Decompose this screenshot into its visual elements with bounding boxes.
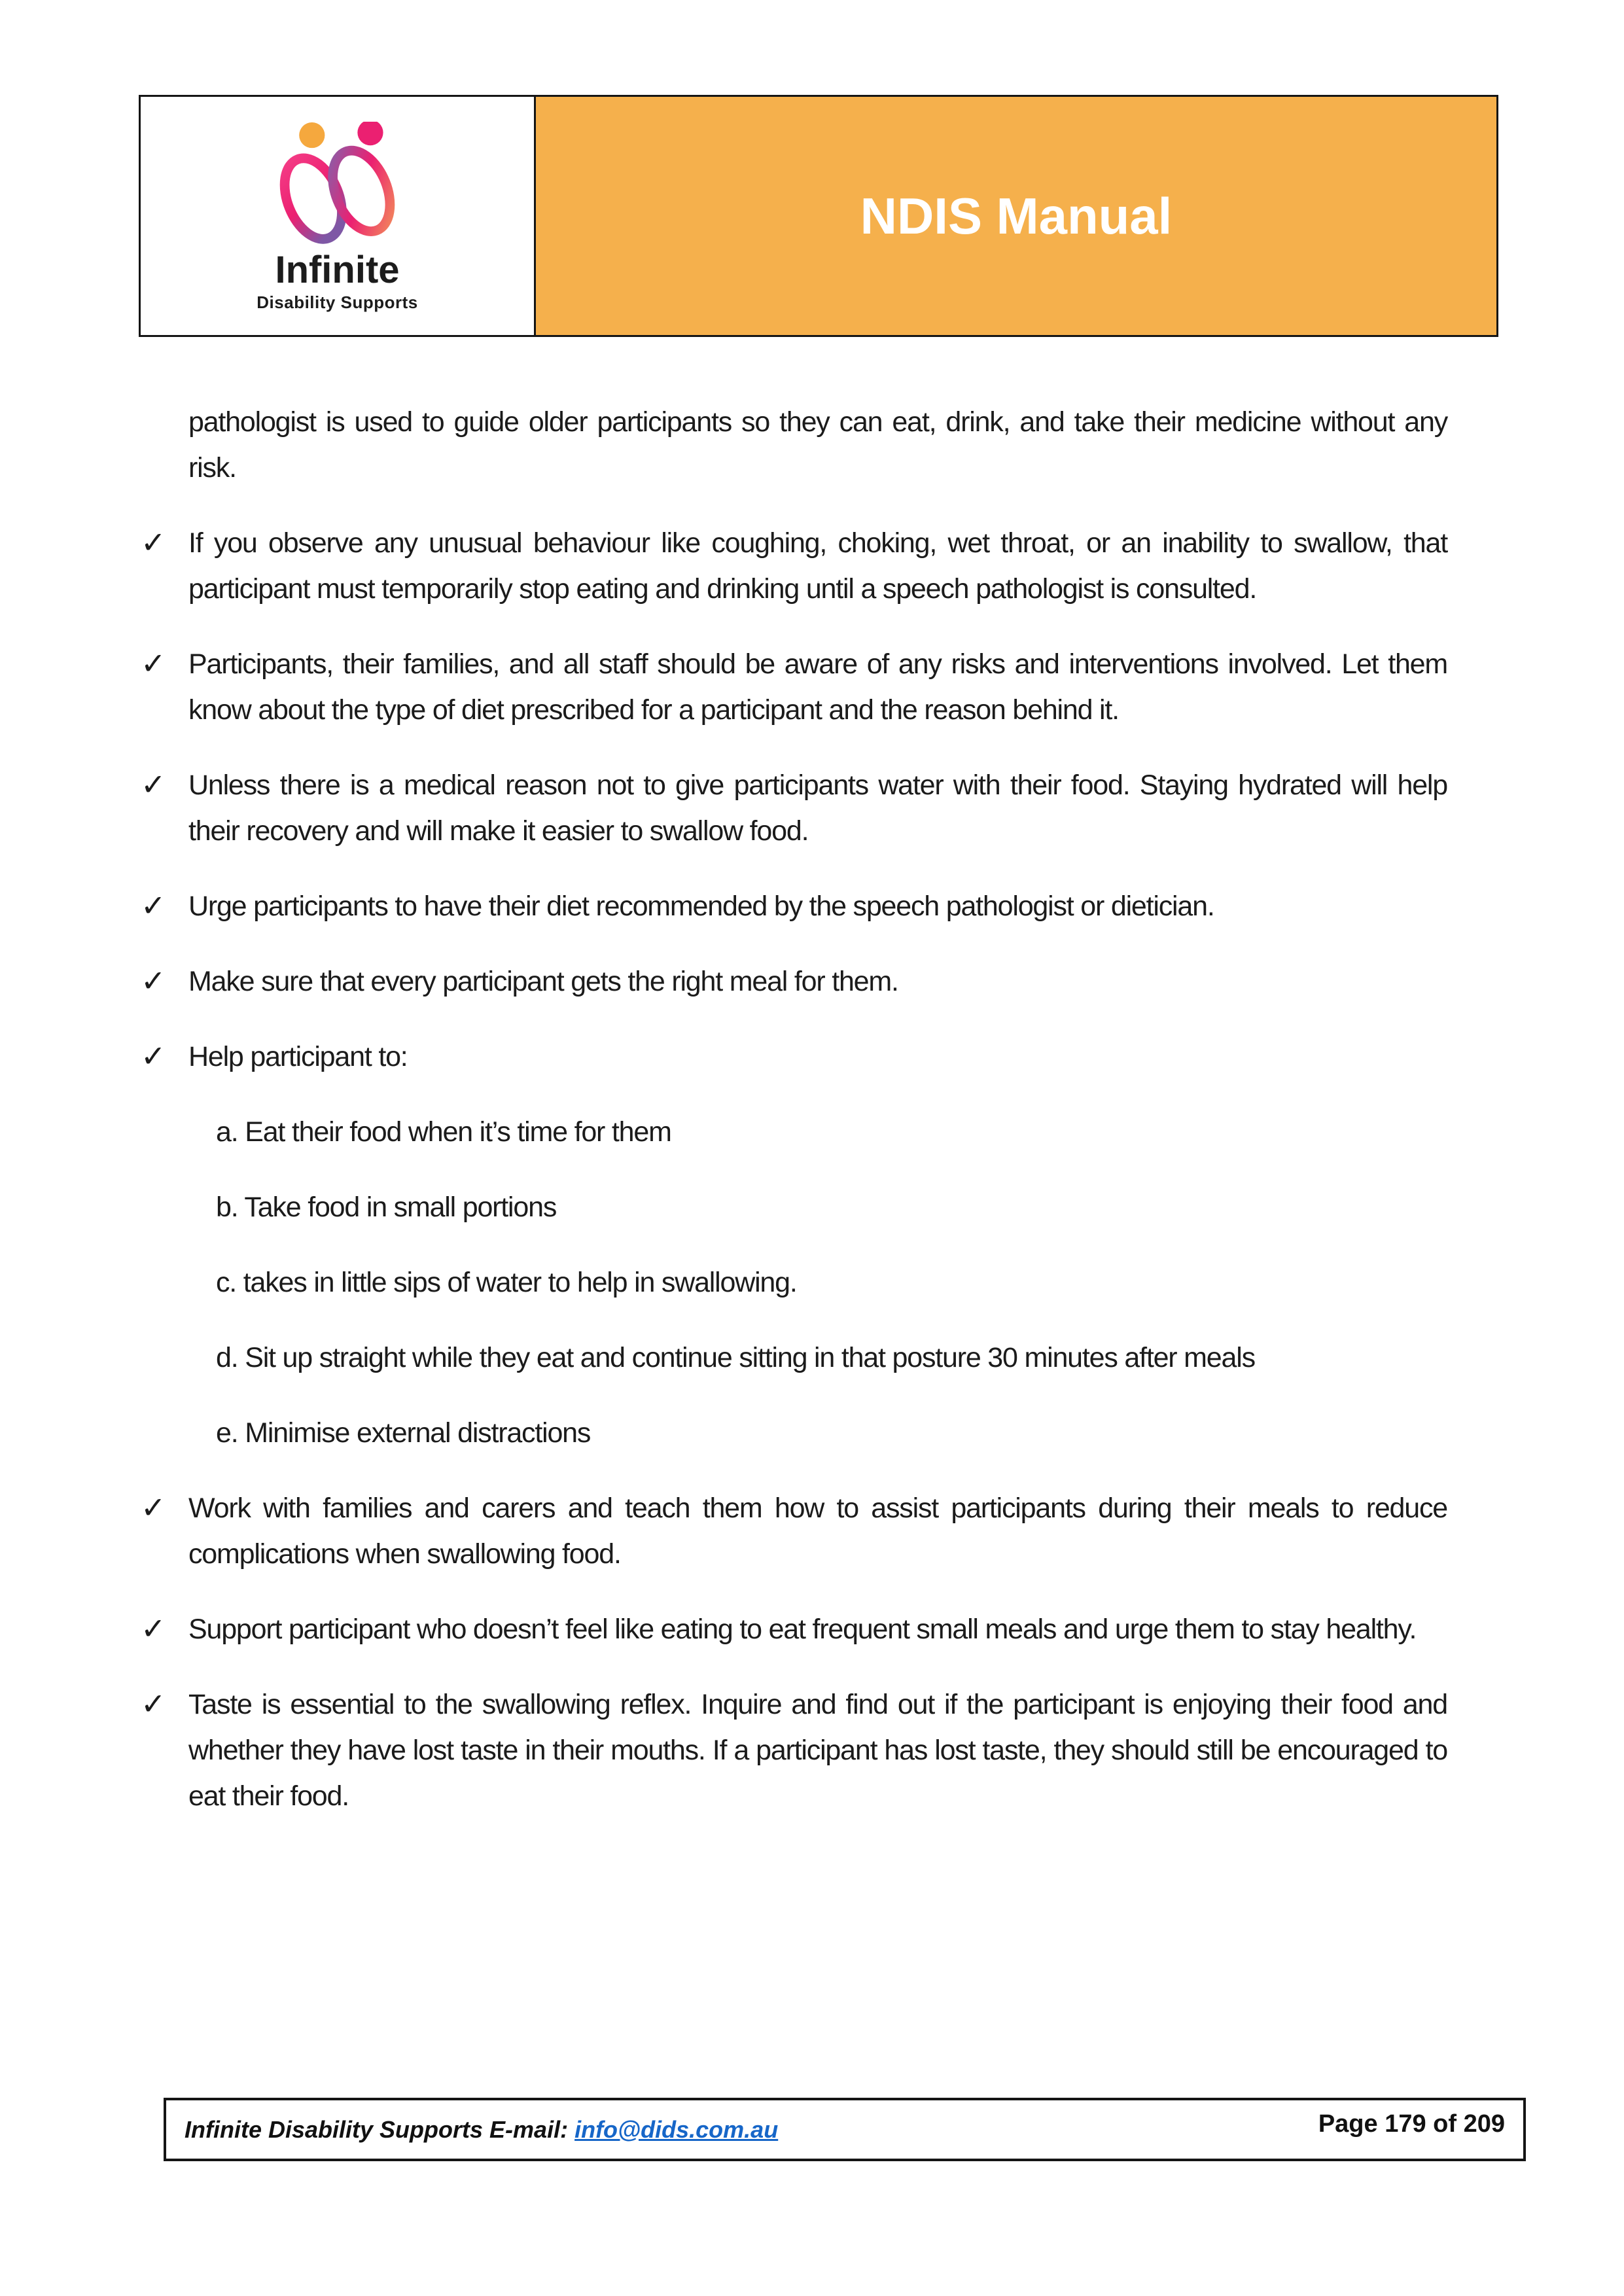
checkmark-icon: ✓: [141, 646, 166, 680]
bullet-text: Urge participants to have their diet recommended by the speech pathologist or dietician.: [188, 891, 1214, 922]
checkmark-icon: ✓: [141, 889, 166, 923]
intro-paragraph: pathologist is used to guide older participants so they can eat, drink, and take their medicine without any risk.: [188, 406, 1447, 484]
bullet-text: Participants, their families, and all staff should be aware of any risks and interventions involved. Let them know about the type of diet prescribed for a participant and the reason behind it.: [188, 648, 1447, 726]
header: [139, 95, 1498, 337]
logo-block: [141, 97, 536, 335]
sub-item: b. Take food in small portions: [216, 1192, 557, 1223]
bullet-text: Make sure that every participant gets the right meal for them.: [188, 966, 898, 997]
page-number: Page 179 of 209: [1318, 2110, 1505, 2138]
bullet-text: Unless there is a medical reason not to give participants water with their food. Staying hydrated will help their recovery and will make it easier to swallow food.: [188, 769, 1447, 847]
footer-org-label: Infinite Disability Supports E-mail:: [185, 2115, 569, 2143]
checkmark-icon: ✓: [141, 964, 166, 998]
bullet-item: [141, 959, 1447, 1004]
sub-item: e. Minimise external distractions: [216, 1417, 591, 1449]
checkmark-icon: ✓: [141, 1687, 166, 1721]
checkmark-icon: ✓: [141, 1491, 166, 1525]
checkmark-icon: ✓: [141, 1612, 166, 1646]
bullet-item: [141, 520, 1447, 612]
bullet-text: Help participant to:: [188, 1041, 408, 1072]
logo-right-head-dot: [357, 122, 383, 145]
infinity-logo-icon: [279, 122, 396, 250]
sub-item: d. Sit up straight while they eat and continue sitting in that posture 30 minutes after meals: [216, 1342, 1255, 1373]
logo-brand-text: Infinite: [275, 248, 400, 291]
document-title: NDIS Manual: [860, 186, 1173, 245]
sub-item: a. Eat their food when it’s time for them: [216, 1116, 671, 1148]
checkmark-icon: ✓: [141, 768, 166, 802]
bullet-item: [141, 1606, 1447, 1652]
bullet-text: Work with families and carers and teach them how to assist participants during their meals to reduce complications when swallowing food.: [188, 1492, 1447, 1570]
footer: [164, 2098, 1526, 2161]
bullet-item: [141, 1034, 1447, 1080]
bullet-text: Support participant who doesn’t feel like eating to eat frequent small meals and urge them to stay healthy.: [188, 1614, 1417, 1645]
checkmark-icon: ✓: [141, 525, 166, 559]
logo-right-loop: [321, 142, 395, 239]
bullet-item: [141, 1485, 1447, 1577]
title-banner: [536, 97, 1496, 335]
bullet-text: If you observe any unusual behaviour like coughing, choking, wet throat, or an inability to swallow, that participant must temporarily stop eating and drinking until a speech pathologist is consulted.: [188, 527, 1447, 605]
checkmark-icon: ✓: [141, 1039, 166, 1073]
bullet-item: [141, 762, 1447, 854]
sub-item: c. takes in little sips of water to help in swallowing.: [216, 1267, 797, 1298]
logo-tagline-text: Disability Supports: [256, 292, 418, 312]
logo-left-head-dot: [299, 122, 325, 147]
footer-contact: [185, 2116, 778, 2144]
body-content: [141, 399, 1447, 1848]
bullet-item: [141, 641, 1447, 733]
footer-email-link[interactable]: info@dids.com.au: [574, 2115, 779, 2143]
bullet-text: Taste is essential to the swallowing reflex. Inquire and find out if the participant is enjoying their food and whether they have lost taste in their mouths. If a participant has lost taste, they should still be encouraged to eat their food.: [188, 1689, 1447, 1812]
bullet-item: [141, 1682, 1447, 1819]
bullet-item: [141, 883, 1447, 929]
